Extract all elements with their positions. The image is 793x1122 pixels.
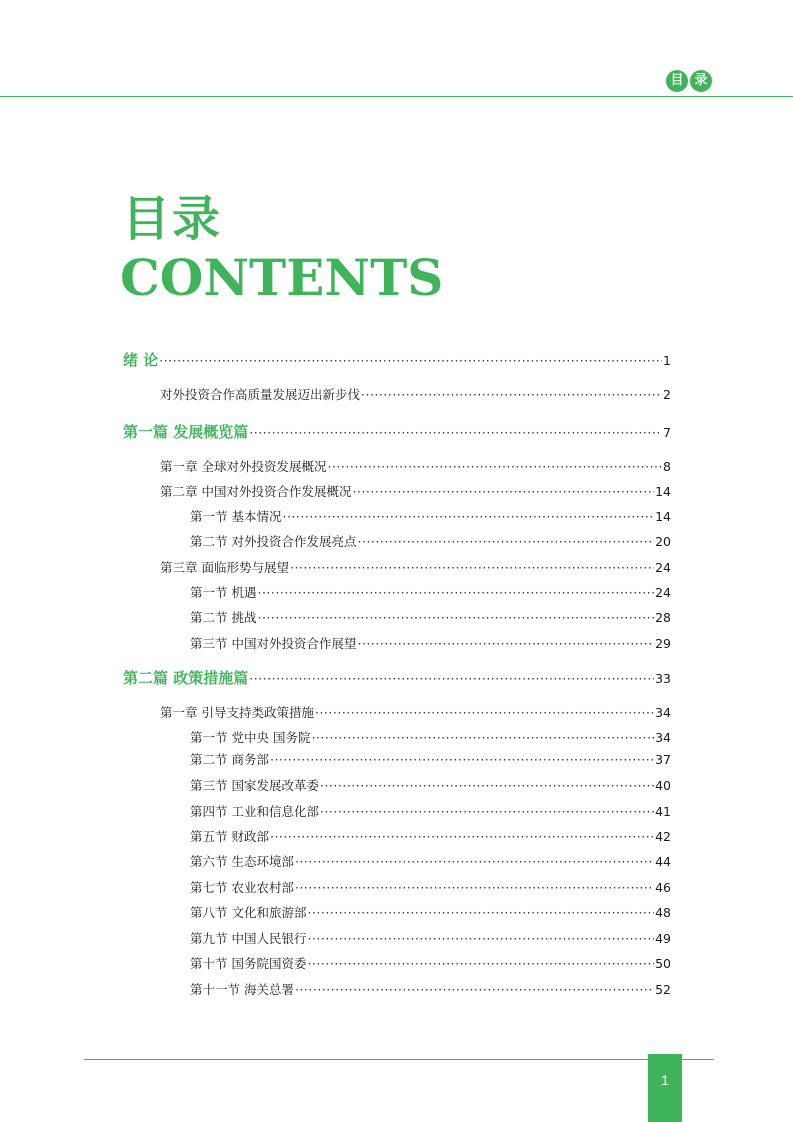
toc-entry-page: 24 xyxy=(655,585,671,600)
toc-entry-title: 第一节 基本情况 xyxy=(190,509,282,524)
toc-leader-dots xyxy=(307,929,654,949)
toc-entry-page: 28 xyxy=(655,610,671,625)
toc-entry[interactable] xyxy=(190,802,671,822)
toc-entry-page: 34 xyxy=(655,730,671,745)
toc-entry[interactable] xyxy=(190,634,671,654)
toc-leader-dots xyxy=(257,583,654,603)
toc-entry-page: 37 xyxy=(655,752,671,767)
toc-entry-page: 7 xyxy=(663,425,671,440)
toc-leader-dots xyxy=(249,669,654,689)
toc-entry-title: 第十节 国务院国资委 xyxy=(190,956,307,971)
toc-entry-title: 第三章 面临形势与展望 xyxy=(160,560,289,575)
toc-leader-dots xyxy=(270,750,654,770)
toc-entry-title: 对外投资合作高质量发展迈出新步伐 xyxy=(160,387,361,402)
toc-leader-dots xyxy=(295,980,654,1000)
toc-entry-title: 第二篇 政策措施篇 xyxy=(123,669,249,687)
toc-entry[interactable] xyxy=(190,903,671,923)
toc-entry-page: 41 xyxy=(655,804,671,819)
toc-entry-title: 第六节 生态环境部 xyxy=(190,854,294,869)
toc-entry-page: 44 xyxy=(655,854,671,869)
toc-entry[interactable] xyxy=(190,878,671,898)
header-mark-char-2: 录 xyxy=(690,70,712,92)
toc-entry[interactable] xyxy=(160,703,671,723)
toc-leader-dots xyxy=(307,903,654,923)
toc-entry-page: 49 xyxy=(655,931,671,946)
toc-entry[interactable] xyxy=(190,852,671,872)
toc-leader-dots xyxy=(295,878,654,898)
toc-leader-dots xyxy=(352,482,654,502)
toc-leader-dots xyxy=(159,351,662,371)
toc-entry-title: 第二节 商务部 xyxy=(190,752,269,767)
toc-entry-title: 第二节 挑战 xyxy=(190,610,257,625)
toc-entry-page: 1 xyxy=(663,353,671,368)
toc-entry-page: 8 xyxy=(663,459,671,474)
toc-entry[interactable] xyxy=(190,980,671,1000)
toc-entry[interactable] xyxy=(190,728,671,748)
toc-leader-dots xyxy=(357,634,654,654)
toc-entry-page: 2 xyxy=(663,387,671,402)
toc-entry[interactable] xyxy=(190,750,671,770)
toc-entry-title: 第八节 文化和旅游部 xyxy=(190,905,307,920)
toc-leader-dots xyxy=(327,457,662,477)
toc-entry-title: 绪 论 xyxy=(123,351,159,369)
toc-entry-page: 34 xyxy=(655,705,671,720)
page-number-tab xyxy=(648,1054,682,1122)
toc-entry[interactable] xyxy=(190,583,671,603)
toc-leader-dots xyxy=(290,558,654,578)
toc-entry-title: 第十一节 海关总署 xyxy=(190,982,294,997)
toc-entry[interactable] xyxy=(160,457,671,477)
toc-entry-page: 40 xyxy=(655,778,671,793)
toc-entry[interactable] xyxy=(160,482,671,502)
toc-entry-title: 第三节 国家发展改革委 xyxy=(190,778,319,793)
toc-entry-title: 第二节 对外投资合作发展亮点 xyxy=(190,534,357,549)
toc-entry[interactable] xyxy=(190,507,671,527)
toc-entry[interactable] xyxy=(123,668,671,688)
toc-entry-title: 第一节 党中央 国务院 xyxy=(190,730,311,745)
header-mark-char-1: 目 xyxy=(666,70,688,92)
toc-entry-title: 第九节 中国人民银行 xyxy=(190,931,307,946)
toc-leader-dots xyxy=(311,728,654,748)
toc-leader-dots xyxy=(282,507,654,527)
toc-leader-dots xyxy=(270,827,654,847)
page-number: 1 xyxy=(661,1072,669,1088)
toc-entry-page: 52 xyxy=(655,982,671,997)
toc-entry-page: 50 xyxy=(655,956,671,971)
toc-entry-page: 29 xyxy=(655,636,671,651)
toc-entry-title: 第一篇 发展概览篇 xyxy=(123,423,249,441)
toc-entry-title: 第五节 财政部 xyxy=(190,829,269,844)
toc-leader-dots xyxy=(315,703,654,723)
toc-entry[interactable] xyxy=(190,532,671,552)
toc-entry-page: 48 xyxy=(655,905,671,920)
toc-entry[interactable] xyxy=(123,422,671,442)
toc-entry-page: 33 xyxy=(655,671,671,686)
toc-entry-title: 第七节 农业农村部 xyxy=(190,880,294,895)
toc-entry[interactable] xyxy=(160,385,671,405)
toc-entry-page: 46 xyxy=(655,880,671,895)
toc-leader-dots xyxy=(320,776,654,796)
toc-entry-title: 第三节 中国对外投资合作展望 xyxy=(190,636,357,651)
toc-entry-page: 14 xyxy=(655,509,671,524)
toc-entry[interactable] xyxy=(160,558,671,578)
toc-leader-dots xyxy=(257,608,654,628)
toc-entry[interactable] xyxy=(123,350,671,370)
header-rule xyxy=(0,96,793,97)
header-section-mark xyxy=(666,70,712,92)
toc-leader-dots xyxy=(357,532,654,552)
footer-rule xyxy=(84,1059,714,1060)
toc-entry[interactable] xyxy=(190,608,671,628)
toc-entry-page: 14 xyxy=(655,484,671,499)
toc-entry-page: 24 xyxy=(655,560,671,575)
toc-entry[interactable] xyxy=(190,954,671,974)
toc-entry-title: 第一节 机遇 xyxy=(190,585,257,600)
toc-leader-dots xyxy=(307,954,654,974)
toc-entry[interactable] xyxy=(190,776,671,796)
page-title-en: CONTENTS xyxy=(120,248,444,307)
page-title-cn: 目录 xyxy=(122,191,223,247)
toc-entry-title: 第二章 中国对外投资合作发展概况 xyxy=(160,484,352,499)
toc-entry-title: 第四节 工业和信息化部 xyxy=(190,804,319,819)
toc-leader-dots xyxy=(249,423,662,443)
toc-entry-title: 第一章 全球对外投资发展概况 xyxy=(160,459,327,474)
toc-leader-dots xyxy=(361,385,662,405)
toc-entry-page: 20 xyxy=(655,534,671,549)
toc-entry-page: 42 xyxy=(655,829,671,844)
toc-leader-dots xyxy=(295,852,654,872)
toc-entry-title: 第一章 引导支持类政策措施 xyxy=(160,705,314,720)
toc-entry[interactable] xyxy=(190,827,671,847)
toc-entry[interactable] xyxy=(190,929,671,949)
toc-leader-dots xyxy=(320,802,654,822)
